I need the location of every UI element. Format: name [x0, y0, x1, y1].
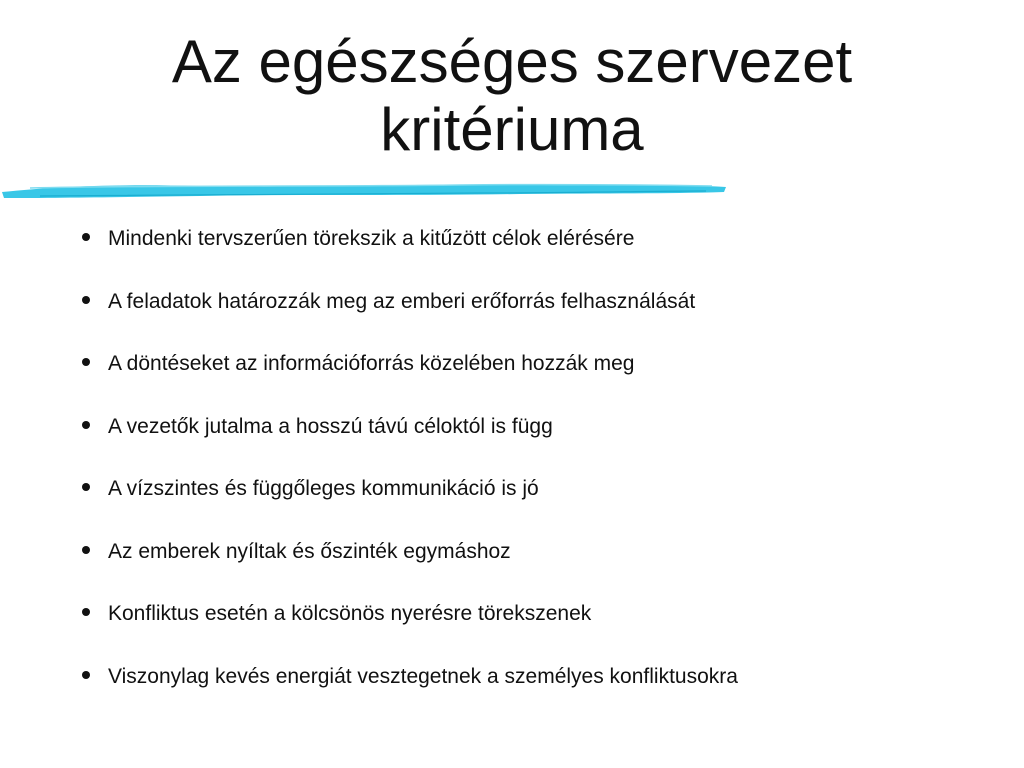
bullet-icon	[82, 608, 90, 616]
list-item	[74, 458, 974, 521]
list-item	[74, 333, 974, 396]
bullet-text: A vízszintes és függőleges kommunikáció is jó	[108, 477, 539, 501]
list-item	[74, 646, 974, 709]
bullet-icon	[82, 296, 90, 304]
bullet-text: A vezetők jutalma a hosszú távú céloktól is függ	[108, 414, 553, 438]
bullet-icon	[82, 483, 90, 491]
list-item	[74, 521, 974, 584]
list-item	[74, 583, 974, 646]
bullet-text: Mindenki tervszerűen törekszik a kitűzött célok elérésére	[108, 227, 635, 251]
slide-title	[0, 28, 1024, 164]
bullet-text: A döntéseket az információforrás közelében hozzák meg	[108, 352, 635, 376]
list-item	[74, 396, 974, 459]
slide-title-line-2: kritériuma	[380, 96, 644, 163]
bullet-text: Konfliktus esetén a kölcsönös nyerésre törekszenek	[108, 602, 592, 626]
list-item	[74, 208, 974, 271]
bullet-icon	[82, 671, 90, 679]
bullet-icon	[82, 546, 90, 554]
slide-title-line-1: Az egészséges szervezet	[171, 28, 853, 95]
bullet-text: Az emberek nyíltak és őszinték egymáshoz	[108, 539, 511, 563]
bullet-icon	[82, 233, 90, 241]
bullet-icon	[82, 358, 90, 366]
bullet-text: A feladatok határozzák meg az emberi erőforrás felhasználását	[108, 289, 696, 313]
bullet-icon	[82, 421, 90, 429]
title-underline-brushstroke	[0, 176, 730, 202]
list-item	[74, 271, 974, 334]
bullet-list	[74, 208, 974, 708]
bullet-text: Viszonylag kevés energiát vesztegetnek a személyes konfliktusokra	[108, 664, 738, 688]
